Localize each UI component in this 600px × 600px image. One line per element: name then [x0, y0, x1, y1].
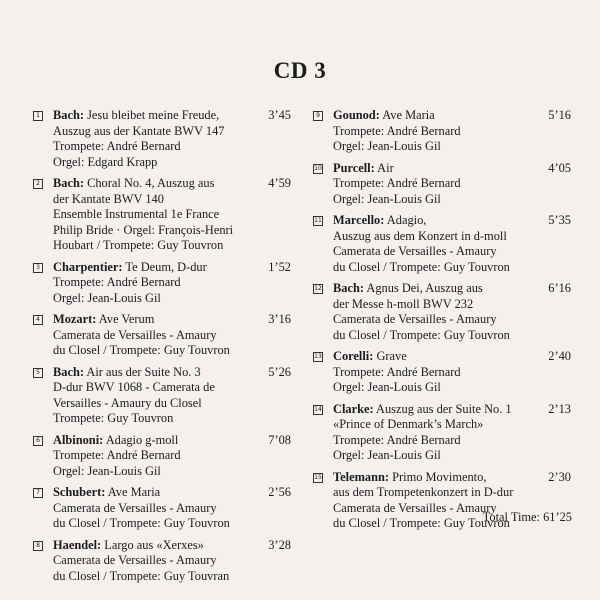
track-composer: Bach: — [53, 364, 84, 379]
track-duration: 3’45 — [268, 108, 291, 122]
track-detail-line: Orgel: Jean-Louis Gil — [333, 191, 441, 206]
track-composer: Marcello: — [333, 213, 385, 227]
track-detail-line: der Messe h-moll BWV 232 — [333, 296, 474, 311]
track-duration: 4’59 — [268, 176, 291, 190]
track-detail-line: du Closel / Trompete: Guy Touvran — [53, 568, 230, 583]
track-work: Ave Verum — [98, 312, 155, 326]
track-composer: Bach: — [53, 176, 84, 190]
track-number-box: 11 — [314, 217, 322, 224]
track-duration: 2’13 — [548, 401, 571, 416]
track-composer: Purcell: — [333, 160, 375, 175]
track-item — [33, 538, 291, 585]
track-item — [313, 402, 571, 464]
track-work: Air aus der Suite No. 3 — [86, 364, 201, 379]
track-number-box: 14 — [314, 405, 322, 413]
track-number-box: 2 — [33, 179, 43, 189]
track-detail-line: Camerata de Versailles - Amaury — [333, 500, 497, 515]
track-composer: Clarke: — [333, 401, 374, 416]
track-work: Ave Maria — [382, 108, 435, 122]
track-detail-line: du Closel / Trompete: Guy Touvron — [53, 516, 230, 530]
track-detail-line: Camerata de Versailles - Amaury — [333, 244, 497, 258]
track-item — [33, 260, 291, 307]
track-detail-line: Orgel: Jean-Louis Gil — [333, 448, 441, 462]
track-composer: Schubert: — [53, 485, 106, 499]
track-detail-line: Auszug aus dem Konzert in d-moll — [333, 228, 507, 243]
track-detail-line: Orgel: Edgard Krapp — [53, 154, 158, 169]
cd-title: CD 3 — [273, 58, 327, 83]
track-detail-line: Orgel: Jean-Louis Gil — [333, 139, 441, 153]
track-work: Largo aus «Xerxes» — [104, 537, 204, 552]
track-detail-line: «Prince of Denmark’s March» — [333, 417, 484, 431]
track-detail-line: Camerata de Versailles - Amaury — [333, 312, 497, 326]
track-duration: 2’40 — [548, 349, 571, 363]
track-work: Choral No. 4, Auszug aus — [87, 176, 215, 190]
track-duration: 2’30 — [548, 469, 571, 484]
track-duration: 3’16 — [268, 312, 291, 326]
track-detail-line: Camerata de Versailles - Amaury — [53, 553, 217, 567]
track-detail-line: Trompete: André Bernard — [53, 275, 181, 289]
track-item — [313, 108, 571, 155]
track-detail-line: D-dur BWV 1068 - Camerata de — [53, 380, 215, 394]
total-time: Total Time: 61’25 — [482, 510, 572, 524]
track-duration: 2’56 — [268, 485, 291, 499]
track-composer: Albinoni: — [53, 432, 104, 447]
track-composer: Gounod: — [333, 108, 380, 122]
track-work: Primo Movimento, — [392, 469, 487, 484]
track-detail-line: Versailles - Amaury du Closel — [53, 395, 202, 410]
track-detail-line: du Closel / Trompete: Guy Touvron — [53, 343, 230, 357]
track-work: Te Deum, D-dur — [125, 259, 207, 274]
track-number-box: 4 — [33, 315, 43, 325]
track-composer: Bach: — [53, 108, 84, 122]
track-composer: Telemann: — [333, 469, 389, 484]
track-number-box: 6 — [33, 436, 43, 446]
track-item — [33, 176, 291, 254]
track-detail-line: der Kantate BWV 140 — [53, 191, 164, 206]
track-work: Grave — [376, 349, 407, 363]
track-work: Ave Maria — [107, 485, 161, 499]
track-number-box: 7 — [33, 488, 43, 498]
track-composer: Haendel: — [53, 537, 102, 552]
track-detail-line: Orgel: Jean-Louis Gil — [53, 290, 161, 305]
tracklist-left-column — [33, 108, 291, 590]
track-number-box: 12 — [314, 285, 322, 292]
track-work: Jesu bleibet meine Freude, — [87, 108, 220, 122]
track-number-box: 15 — [314, 473, 322, 481]
track-number-box: 8 — [33, 541, 43, 551]
track-detail-line: Auszug aus der Kantate BWV 147 — [53, 123, 225, 138]
track-duration: 1’52 — [268, 259, 291, 274]
track-detail-line: Orgel: Jean-Louis Gil — [53, 463, 161, 478]
track-number-box: 5 — [33, 368, 43, 378]
track-composer: Corelli: — [333, 349, 374, 363]
track-item — [33, 433, 291, 480]
track-item — [33, 365, 291, 427]
track-detail-line: du Closel / Trompete: Guy Touvron — [333, 516, 510, 530]
track-work: Air — [377, 160, 394, 175]
track-detail-line: du Closel / Trompete: Guy Touvron — [333, 327, 510, 342]
track-detail-line: Orgel: Jean-Louis Gil — [333, 380, 441, 394]
track-duration: 3’28 — [268, 537, 291, 552]
track-duration: 5’16 — [548, 108, 571, 122]
track-item — [313, 349, 571, 396]
track-number-box: 13 — [314, 353, 322, 360]
track-item — [313, 161, 571, 208]
track-detail-line: Trompete: Guy Touvron — [53, 411, 174, 425]
track-item — [33, 108, 291, 170]
track-detail-line: Trompete: André Bernard — [333, 432, 461, 447]
tracklist-right-column — [313, 108, 571, 538]
track-detail-line: Trompete: André Bernard — [333, 364, 461, 379]
track-detail-line: Ensemble Instrumental 1e France — [53, 207, 220, 221]
track-item — [313, 281, 571, 343]
track-detail-line: Trompete: André Bernard — [53, 139, 181, 153]
track-composer: Mozart: — [53, 312, 97, 326]
track-item — [33, 312, 291, 359]
track-duration: 7’08 — [268, 432, 291, 447]
track-detail-line: Houbart / Trompete: Guy Touvron — [53, 238, 224, 252]
track-duration: 5’26 — [268, 364, 291, 379]
track-detail-line: Camerata de Versailles - Amaury — [53, 327, 217, 342]
track-number-box: 10 — [314, 164, 322, 172]
track-item — [313, 213, 571, 275]
track-work: Adagio g-moll — [105, 432, 179, 447]
track-work: Auszug aus der Suite No. 1 — [376, 401, 512, 416]
track-duration: 6’16 — [548, 281, 571, 295]
track-composer: Bach: — [333, 281, 364, 295]
track-duration: 4’05 — [548, 160, 571, 175]
track-work: Adagio, — [386, 213, 427, 227]
track-item — [33, 485, 291, 532]
track-detail-line: Trompete: André Bernard — [53, 448, 181, 462]
track-number-box: 3 — [33, 263, 43, 273]
track-detail-line: Trompete: André Bernard — [333, 123, 461, 138]
track-number-box: 1 — [33, 111, 43, 121]
track-composer: Charpentier: — [53, 259, 123, 274]
track-duration: 5’35 — [548, 213, 571, 227]
track-detail-line: aus dem Trompetenkonzert in D-dur — [333, 485, 514, 499]
track-work: Agnus Dei, Auszug aus — [366, 281, 483, 295]
track-number-box: 9 — [313, 111, 323, 121]
track-detail-line: du Closel / Trompete: Guy Touvron — [333, 259, 510, 274]
track-detail-line: Trompete: André Bernard — [333, 176, 461, 190]
track-detail-line: Philip Bride · Orgel: François-Henri — [53, 222, 234, 237]
track-detail-line: Camerata de Versailles - Amaury — [53, 500, 217, 515]
